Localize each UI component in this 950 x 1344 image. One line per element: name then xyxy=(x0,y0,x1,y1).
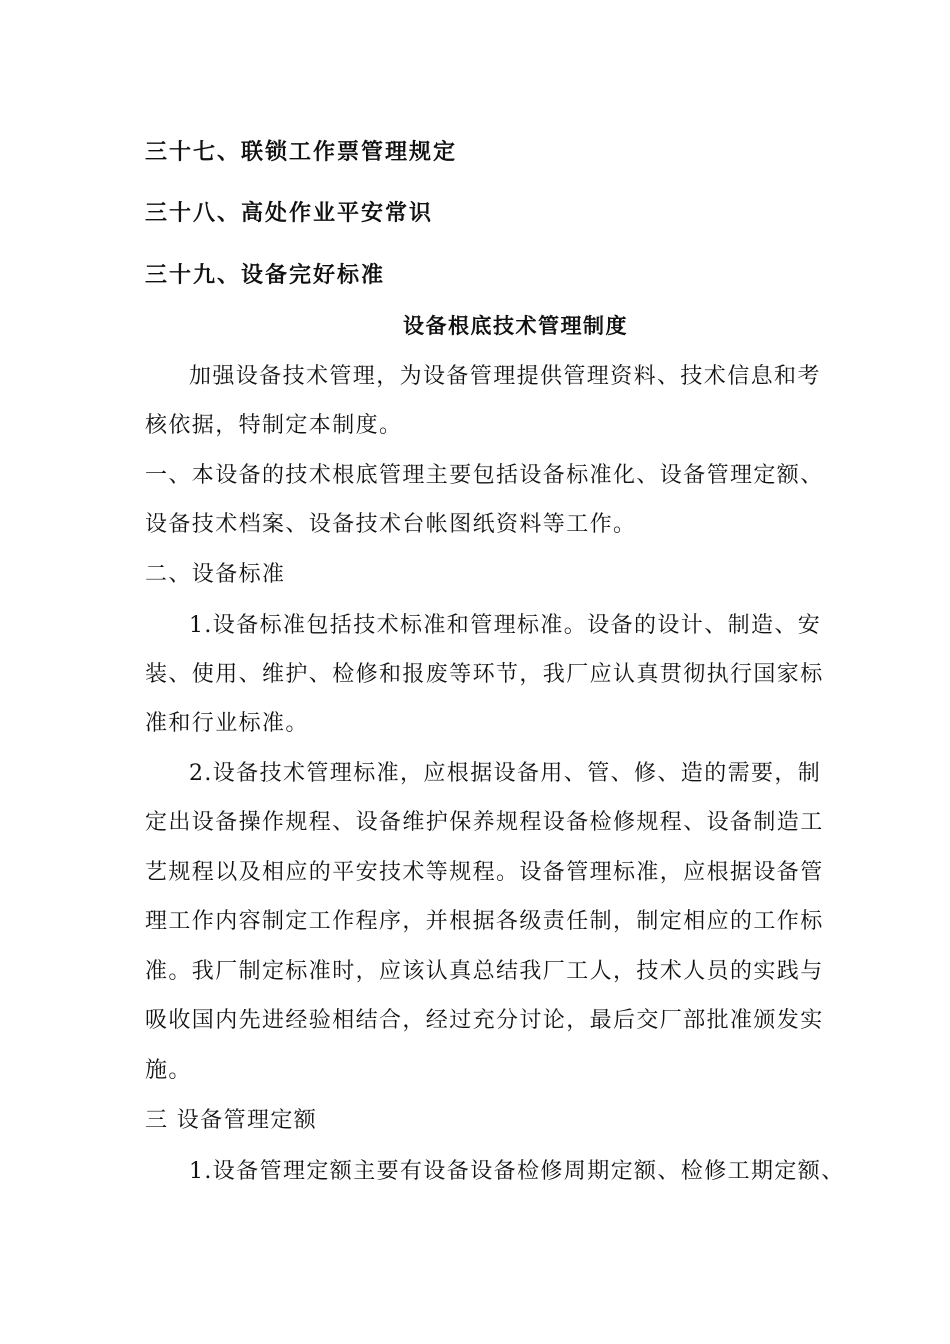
paragraph-line: 一、本设备的技术根底管理主要包括设备标准化、设备管理定额、 xyxy=(145,463,824,488)
heading-39: 三十九、设备完好标准 xyxy=(145,262,386,288)
heading-37: 三十七、联锁工作票管理规定 xyxy=(145,139,458,165)
paragraph-line: 核依据，特制定本制度。 xyxy=(145,413,403,438)
paragraph-line: 装、使用、维护、检修和报废等环节，我厂应认真贯彻执行国家标 xyxy=(145,662,824,687)
paragraph-line: 准。我厂制定标准时，应该认真总结我厂工人，技术人员的实践与 xyxy=(145,959,824,984)
document-title: 设备根底技术管理制度 xyxy=(403,313,628,338)
paragraph-line: 设备技术档案、设备技术台帐图纸资料等工作。 xyxy=(145,512,637,537)
paragraph-line: 定出设备操作规程、设备维护保养规程设备检修规程、设备制造工 xyxy=(145,810,824,835)
paragraph-line: 准和行业标准。 xyxy=(145,711,309,736)
paragraph-line: 加强设备技术管理，为设备管理提供管理资料、技术信息和考 xyxy=(189,364,821,389)
section-heading: 二、设备标准 xyxy=(145,562,286,587)
heading-38: 三十八、高处作业平安常识 xyxy=(145,200,434,226)
paragraph-line: 1.设备标准包括技术标准和管理标准。设备的设计、制造、安 xyxy=(189,613,822,638)
paragraph-line: 1.设备管理定额主要有设备设备检修周期定额、检修工期定额、 xyxy=(189,1159,845,1184)
paragraph-line: 理工作内容制定工作程序，并根据各级责任制，制定相应的工作标 xyxy=(145,909,824,934)
section-heading: 三 设备管理定额 xyxy=(145,1108,318,1133)
paragraph-line: 2.设备技术管理标准，应根据设备用、管、修、造的需要，制 xyxy=(189,761,822,786)
paragraph-line: 施。 xyxy=(145,1058,192,1083)
paragraph-line: 艺规程以及相应的平安技术等规程。设备管理标准，应根据设备管 xyxy=(145,860,824,885)
paragraph-line: 吸收国内先进经验相结合，经过充分讨论，最后交厂部批准颁发实 xyxy=(145,1008,824,1033)
